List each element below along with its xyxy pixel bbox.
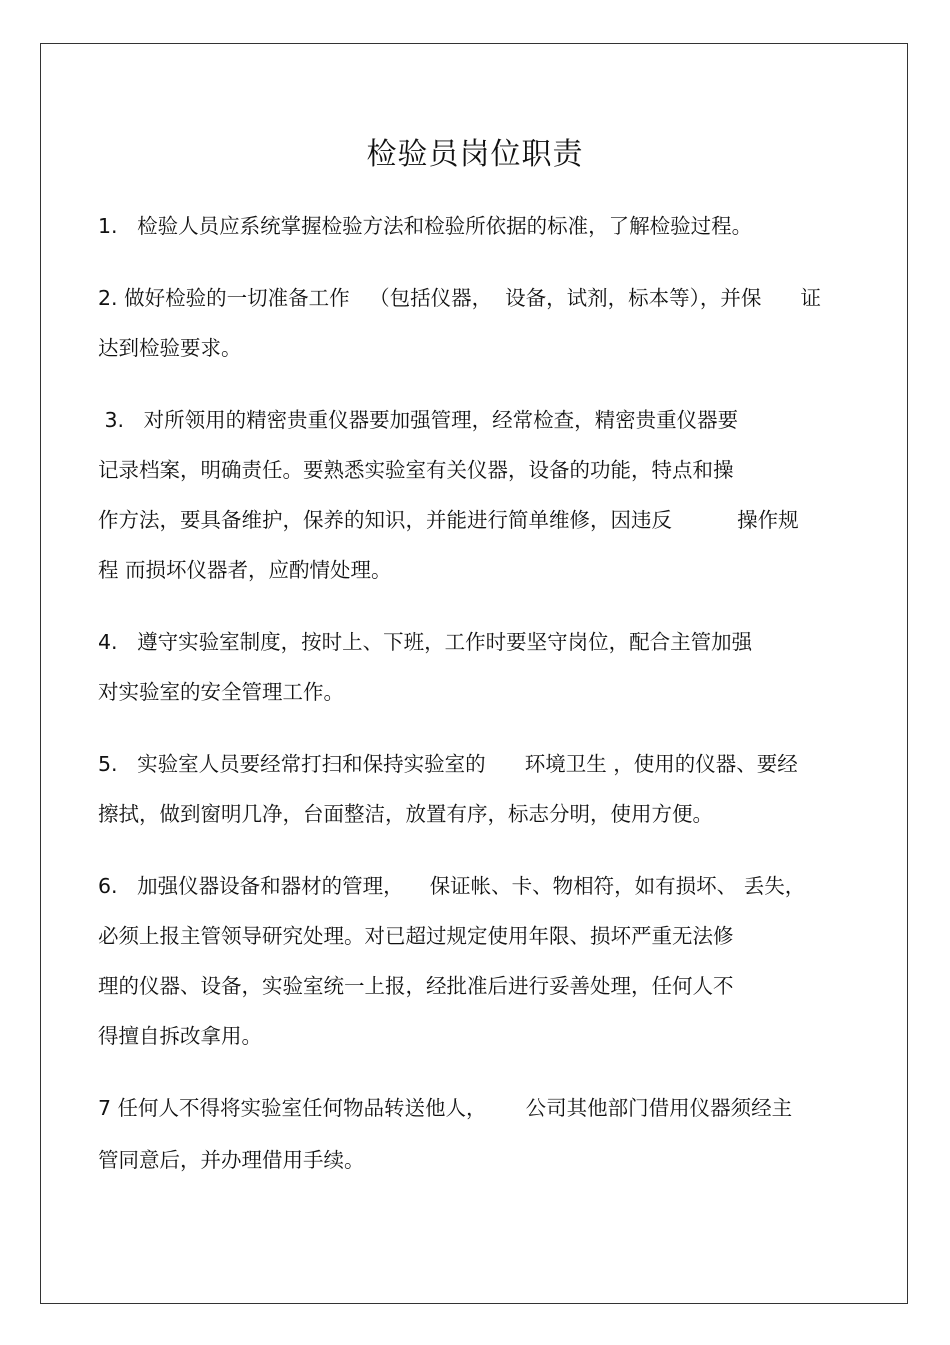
paragraph-5-line-2: 擦拭，做到窗明几净，台面整洁，放置有序，标志分明，使用方便。 [98,802,713,826]
paragraph-7-line-1: 7 任何人不得将实验室任何物品转送他人， 公司其他部门借用仪器须经主 [98,1096,793,1120]
paragraph-6-line-3: 理的仪器、设备，实验室统一上报，经批准后进行妥善处理，任何人不 [98,974,734,998]
paragraph-6-line-2: 必须上报主管领导研究处理。对已超过规定使用年限、损坏严重无法修 [98,924,734,948]
paragraph-1-line-1: 1. 检验人员应系统掌握检验方法和检验所依据的标准，了解检验过程。 [98,214,753,238]
paragraph-6-line-1: 6. 加强仪器设备和器材的管理， 保证帐、卡、物相符，如有损坏、 丢失， [98,874,806,898]
paragraph-6-line-4: 得擅自拆改拿用。 [98,1024,262,1048]
paragraph-7-line-2: 管同意后，并办理借用手续。 [98,1148,365,1172]
paragraph-3-line-4: 程 而损坏仪器者，应酌情处理。 [98,558,392,582]
paragraph-5-line-1: 5. 实验室人员要经常打扫和保持实验室的 环境卫生 ，使用的仪器、要经 [98,752,798,776]
paragraph-3-line-1: 3. 对所领用的精密贵重仪器要加强管理，经常检查，精密贵重仪器要 [98,408,739,432]
document-title: 检验员岗位职责 [366,137,584,172]
paragraph-2-line-1: 2. 做好检验的一切准备工作 （包括仪器， 设备，试剂，标本等），并保 证 [98,286,822,310]
paragraph-2-line-2: 达到检验要求。 [98,336,242,360]
paragraph-3-line-2: 记录档案，明确责任。要熟悉实验室有关仪器，设备的功能，特点和操 [98,458,734,482]
paragraph-4-line-2: 对实验室的安全管理工作。 [98,680,344,704]
paragraph-3-line-3: 作方法，要具备维护，保养的知识，并能进行简单维修，因违反 操作规 [98,508,799,532]
paragraph-4-line-1: 4. 遵守实验室制度，按时上、下班，工作时要坚守岗位，配合主管加强 [98,630,753,654]
